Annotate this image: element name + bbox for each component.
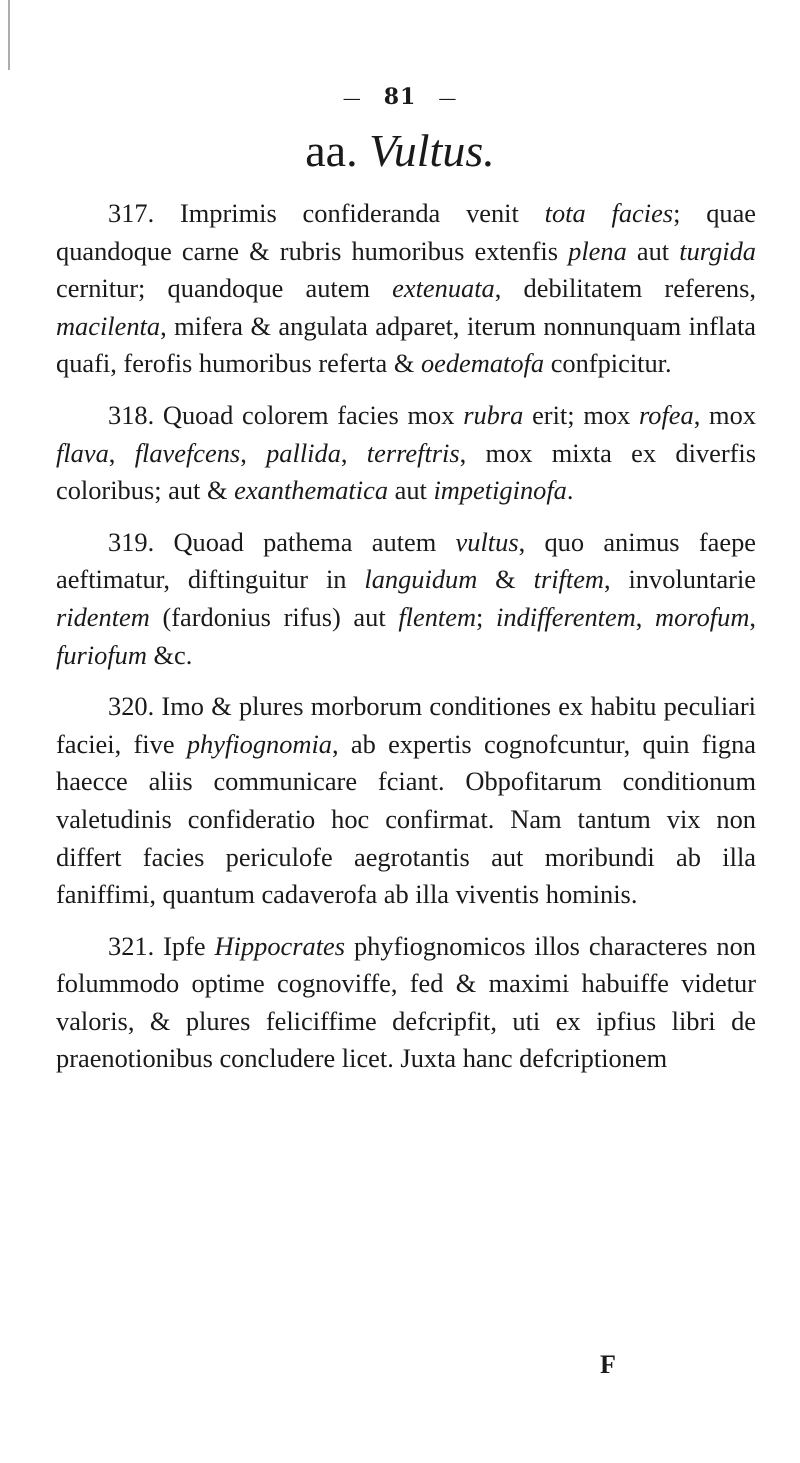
italic-term: plena [568,235,627,266]
italic-term: rofea [638,399,694,430]
text-run: confpicitur. [544,348,672,379]
text-run: aut [626,235,680,266]
italic-term: vultus [455,526,519,557]
section-title [0,124,800,177]
italic-term: ridentem [56,601,150,632]
paragraph [56,524,756,674]
text-run: , [340,437,367,468]
italic-term: phyfiognomia [186,728,332,759]
head-dash-right: — [438,88,458,109]
paragraph [56,195,756,383]
paragraph [56,397,756,510]
text-run: 320. Imo & plures morborum conditiones ex habitu peculiari faciei, five [56,691,756,759]
paragraph [56,928,756,1078]
signature-mark: F [600,1350,616,1379]
section-heading: Vultus. [369,125,495,176]
italic-term: pallida [266,437,341,468]
italic-term: indifferentem [496,601,636,632]
text-run: , mox mixta ex diverfis coloribus; aut & [56,437,756,506]
head-dash-left: — [342,88,362,109]
text-run: aut [388,475,434,506]
text-run: erit; mox [523,399,639,430]
italic-term: extenuata [392,273,495,304]
italic-term: turgida [679,235,756,266]
text-run: , [749,601,756,632]
italic-term: triftem [533,564,604,595]
text-run: , mifera & angulata adparet, iterum nonnunquam inflata quafi, ferofis humoribus referta & [56,310,756,379]
italic-term: terreftris [366,437,460,468]
italic-term: flava [56,437,109,468]
body-text [56,195,756,1078]
text-run: , ab expertis cognofcuntur, quin figna haecce aliis communicare fciant. Obpofitarum conditionum valetudinis confideratio hoc confirmat. Nam tantum vix non differt facies periculofe aegrotantis aut moribundi ab illa faniffimi, quantum cadaverofa ab illa viventis hominis. [56,728,757,910]
text-run: , debilitatem referens, [494,273,756,304]
running-head [0,84,800,110]
italic-term: morofum [655,601,750,632]
section-label: aa. [305,125,358,176]
italic-term: exanthematica [234,475,389,506]
text-run: , mox [693,399,756,430]
italic-term: macilenta [56,310,161,341]
italic-term: flavefcens [134,437,241,468]
text-run: ; [476,601,497,632]
text-run: phyfiognomicos illos characteres non folummodo optime cognoviffe, fed & maximi habuiffe videtur valoris, & plures feliciffime defcripfit, uti ex ipfius libri de praenotionibus concludere licet. Juxta hanc defcriptionem [56,930,756,1074]
text-run: , [635,601,656,632]
text-run: & [477,564,534,595]
text-run: 317. Imprimis confideranda venit [108,198,545,228]
text-run: 318. Quoad colorem facies mox [108,399,464,430]
page-number: 81 [383,84,417,110]
gutter-shadow [8,0,10,70]
italic-term: Hippocrates [214,930,346,961]
text-run: &c. [146,639,193,670]
text-run: 321. Ipfe [108,930,215,961]
italic-term: impetiginofa [433,475,567,506]
text-run: , quo animus faepe aeftimatur, diftinguitur in [56,526,756,595]
text-run: , [108,437,135,468]
italic-term: flentem [398,601,477,632]
text-run: , [240,437,267,468]
text-run: 319. Quoad pathema autem [108,526,456,557]
text-run: . [566,475,574,506]
text-run: (fardonius rifus) aut [149,601,399,632]
italic-term: tota facies [544,198,674,228]
text-run: , involuntarie [603,564,756,595]
italic-term: furiofum [56,639,147,670]
italic-term: oedematofa [420,348,545,379]
italic-term: rubra [463,399,524,430]
italic-term: languidum [364,564,478,595]
text-run: cernitur; quandoque autem [56,273,393,304]
paragraph [56,688,756,914]
text-run: ; quae quandoque carne & rubris humoribus extenfis [56,198,757,266]
